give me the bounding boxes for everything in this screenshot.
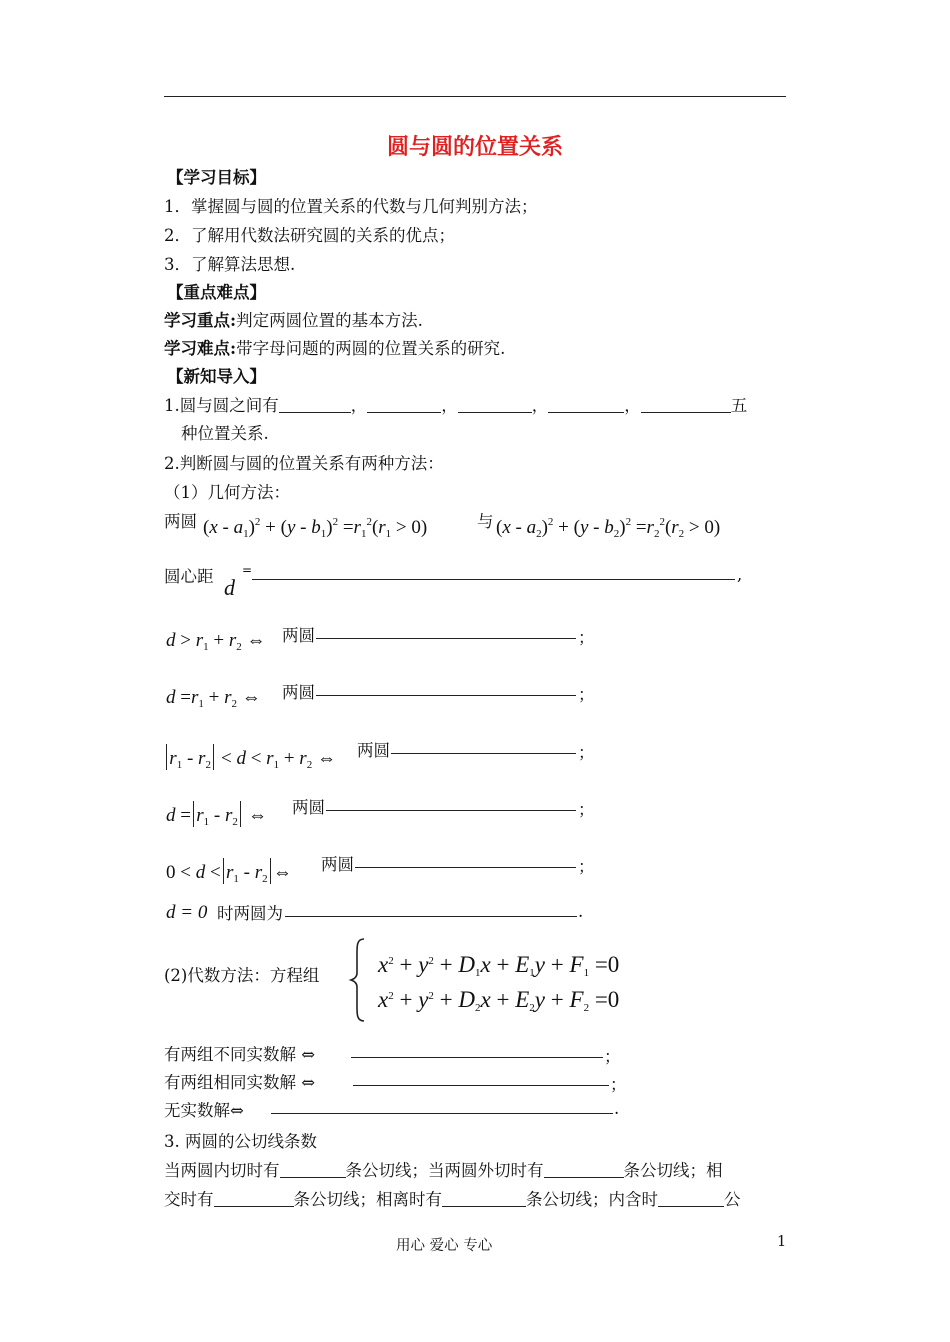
condition-3: $r_1 - r_2 < d < r_1 + r_2$ ⇔ <box>164 744 336 771</box>
two-circles-label: 两圆 <box>164 512 197 531</box>
q1-line2: 种位置关系. <box>181 424 269 443</box>
goals-header: 【学习目标】 <box>167 168 266 187</box>
difficulty-label: 学习难点: <box>164 339 237 358</box>
intro-header: 【新知导入】 <box>167 367 266 386</box>
condition-1: $d > r_1 + r_2$ ⇔ <box>166 630 266 653</box>
condition-1-blank[interactable] <box>316 638 576 639</box>
sol-none-blank[interactable] <box>271 1113 613 1114</box>
key-point-label: 学习重点: <box>164 311 237 330</box>
d-zero-text: 时两圆为 <box>217 904 283 923</box>
q1-line: 1.圆与圆之间有 ， ， ， ， 五 <box>164 396 748 415</box>
distance-blank[interactable] <box>252 579 735 580</box>
sol-two-diff: 有两组不同实数解 ⇔ <box>164 1045 316 1064</box>
brace-icon <box>348 937 368 1023</box>
blank[interactable] <box>548 396 624 413</box>
q3-line2: 交时有 条公切线；相离时有 条公切线；内含时 公 <box>164 1190 741 1209</box>
page-title: 圆与圆的位置关系 <box>386 134 563 160</box>
header-rule <box>164 96 786 97</box>
circle-equation-2: $(x - a_2)^2 + (y - b_2)^2 =r_2^2(r_2 > 0)$ <box>496 516 721 540</box>
q1-suffix: 五 <box>730 396 748 415</box>
key-point-text: 判定两圆位置的基本方法. <box>236 311 423 330</box>
blank[interactable] <box>279 396 351 413</box>
system-equation-2: $x^2 + y^2 + D_2x + E_2y + F_2 =0$ <box>378 987 620 1014</box>
blank[interactable] <box>458 396 532 413</box>
sol-two-diff-blank[interactable] <box>351 1057 603 1058</box>
blank[interactable] <box>641 396 731 413</box>
blank[interactable] <box>367 396 441 413</box>
condition-3-blank[interactable] <box>391 753 576 754</box>
footer-motto: 用心 爱心 专心 <box>396 1238 493 1254</box>
condition-2-blank[interactable] <box>316 695 576 696</box>
distance-equals: = <box>242 563 253 577</box>
goal-item: 1．掌握圆与圆的位置关系的代数与几何判别方法； <box>164 197 538 216</box>
blank[interactable] <box>214 1190 294 1207</box>
goal-item: 2．了解用代数法研究圆的关系的优点； <box>164 226 455 245</box>
q3-title: 3. 两圆的公切线条数 <box>164 1132 317 1151</box>
sol-two-same: 有两组相同实数解 ⇔ <box>164 1073 316 1092</box>
condition-4: $d = r_1 - r_2$ ⇔ <box>166 801 267 828</box>
alg-label: (2)代数方法：方程组 <box>164 966 320 985</box>
blank[interactable] <box>658 1190 724 1207</box>
d-zero: d = 0 <box>166 902 208 923</box>
condition-4-blank[interactable] <box>326 810 576 811</box>
system-equation-1: $x^2 + y^2 + D_1x + E_1y + F_1 =0$ <box>378 952 620 979</box>
condition-2: $d =r_1 + r_2$ ⇔ <box>166 687 261 710</box>
blank[interactable] <box>442 1190 526 1207</box>
sol-none: 无实数解⇔ <box>164 1101 244 1120</box>
blank[interactable] <box>544 1161 624 1178</box>
difficulty-text: 带字母问题的两圆的位置关系的研究. <box>236 339 506 358</box>
condition-5: $0 < d < r_1 - r_2$ ⇔ <box>166 858 292 885</box>
page-number: 1 <box>777 1234 787 1250</box>
circle-equation-1: $(x - a_1)^2 + (y - b_1)^2 =r_1^2(r_1 > 0)$ <box>203 516 428 540</box>
q2-text: 2.判断圆与圆的位置关系有两种方法： <box>164 454 444 473</box>
blank[interactable] <box>280 1161 346 1178</box>
distance-var: d <box>224 575 235 600</box>
condition-5-blank[interactable] <box>355 867 576 868</box>
d-zero-blank[interactable] <box>285 916 577 917</box>
q3-line1: 当两圆内切时有 条公切线；当两圆外切时有 条公切线；相 <box>164 1161 723 1180</box>
geo-label: （1）几何方法： <box>164 483 290 502</box>
goal-item: 3．了解算法思想. <box>164 255 296 274</box>
key-header: 【重点难点】 <box>167 283 266 302</box>
sol-two-same-blank[interactable] <box>353 1085 609 1086</box>
distance-label: 圆心距 <box>164 567 214 586</box>
difficulty <box>164 335 505 359</box>
and-word: 与 <box>477 512 494 531</box>
q1-prefix: 1.圆与圆之间有 <box>164 396 279 415</box>
key-point <box>164 307 423 331</box>
